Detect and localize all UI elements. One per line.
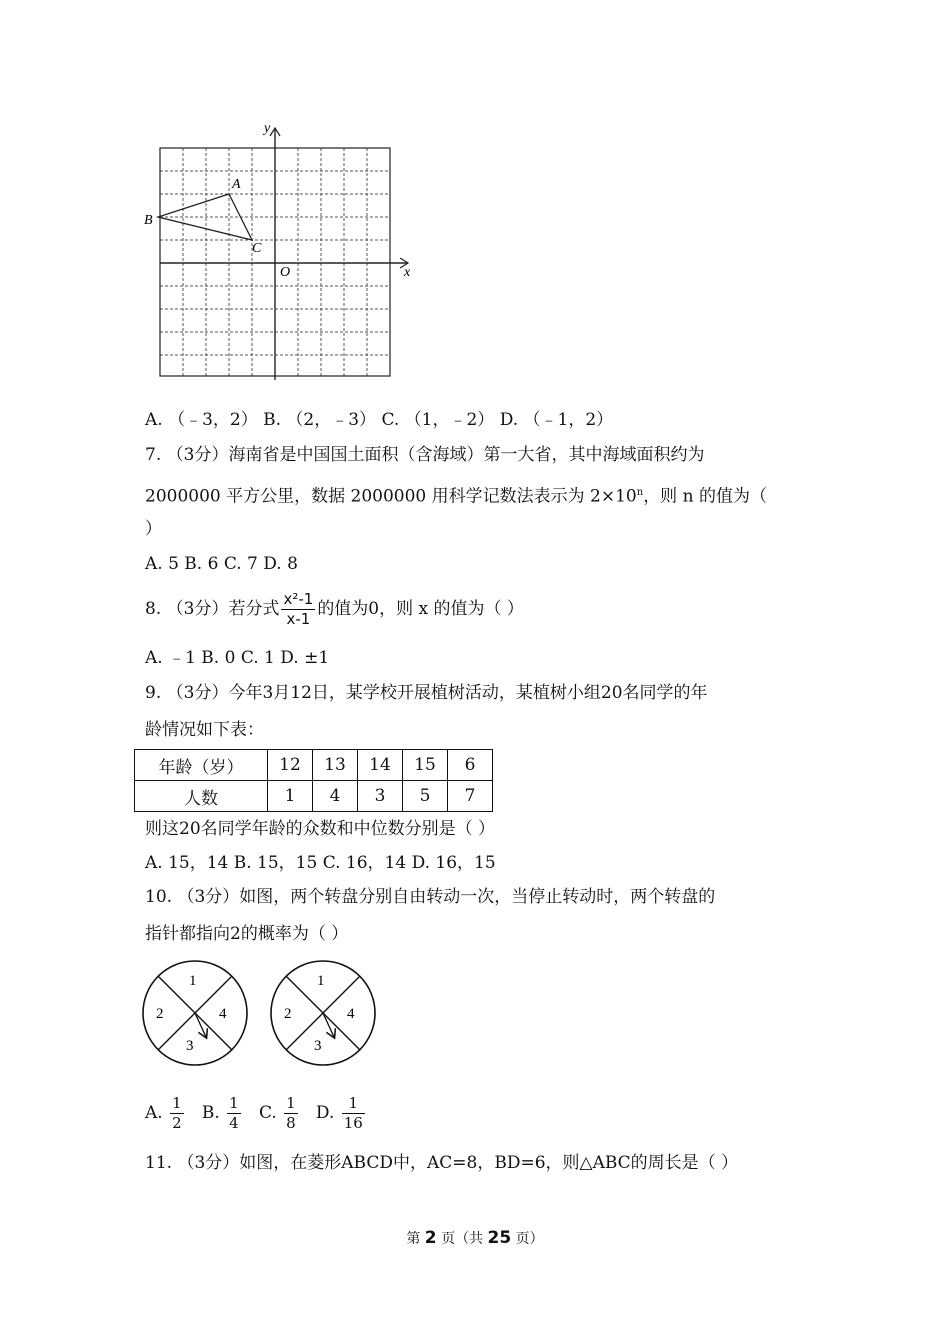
pointer bbox=[195, 1013, 206, 1037]
q9-options: A. 15，14 B. 15，15 C. 16，14 D. 16，15 bbox=[145, 853, 496, 873]
svg-text:1: 1 bbox=[317, 973, 325, 989]
q10-options: A. $\frac{1}{2}$ B. $\frac{1}{4}$ C. $\frac{1}{8}$ D. $\frac{1}{16}$ bbox=[145, 1094, 363, 1132]
svg-text:2: 2 bbox=[156, 1006, 164, 1022]
spinner-right bbox=[271, 961, 375, 1065]
table-cell: 3 bbox=[358, 781, 403, 812]
q6-options: A. （﹣3，2） B. （2，﹣3） C. （1，﹣2） D. （﹣1，2） bbox=[145, 410, 614, 430]
label-b: B bbox=[144, 213, 153, 228]
table-cell: 5 bbox=[403, 781, 448, 812]
q9-line2: 龄情况如下表： bbox=[145, 720, 264, 740]
label-c: C bbox=[252, 241, 262, 256]
label-a: A bbox=[232, 177, 241, 192]
svg-text:2: 2 bbox=[284, 1006, 292, 1022]
table-cell: 年龄（岁） bbox=[135, 750, 268, 781]
label-origin: O bbox=[280, 265, 291, 280]
spinner-dials bbox=[140, 958, 390, 1068]
table-cell: 14 bbox=[358, 750, 403, 781]
svg-text:4: 4 bbox=[347, 1006, 355, 1022]
table-cell: 1 bbox=[268, 781, 313, 812]
q7-line1: 7. （3分）海南省是中国国土面积（含海域）第一大省，其中海域面积约为 bbox=[145, 445, 705, 465]
svg-text:4: 4 bbox=[219, 1006, 227, 1022]
q9-line3: 则这20名同学年龄的众数和中位数分别是（ ） bbox=[145, 819, 496, 839]
table-cell: 人数 bbox=[135, 781, 268, 812]
label-x: x bbox=[404, 265, 411, 280]
table-row bbox=[135, 750, 493, 781]
table-row bbox=[135, 781, 493, 812]
coordinate-grid-figure bbox=[140, 118, 420, 384]
q8-options: A. ﹣1 B. 0 C. 1 D. ±1 bbox=[145, 648, 330, 668]
pointer bbox=[323, 1013, 334, 1037]
q8-stem: 8. （3分）若分式 $\frac{\text{x²-1}}{x-1}$ 的值为0，则 x 的值为（ ） bbox=[145, 590, 524, 628]
table-cell: 4 bbox=[313, 781, 358, 812]
q7-line2: 2000000 平方公里，数据 2000000 用科学记数法表示为 $2\times 10^n$，则 n 的值为（ bbox=[145, 486, 767, 507]
q10-line1: 10. （3分）如图，两个转盘分别自由转动一次，当停止转动时，两个转盘的 bbox=[145, 887, 716, 907]
table-cell: 6 bbox=[448, 750, 493, 781]
q11-line1: 11. （3分）如图，在菱形ABCD中，AC=8，BD=6，则△ABC的周长是（ ） bbox=[145, 1153, 739, 1173]
page-footer: 第 2 页（共 25 页） bbox=[406, 1228, 544, 1248]
svg-text:3: 3 bbox=[314, 1038, 322, 1054]
q10-line2: 指针都指向2的概率为（ ） bbox=[145, 924, 349, 944]
svg-text:1: 1 bbox=[189, 973, 197, 989]
q9-line1: 9. （3分）今年3月12日，某学校开展植树活动，某植树小组20名同学的年 bbox=[145, 683, 708, 703]
table-cell: 15 bbox=[403, 750, 448, 781]
svg-text:3: 3 bbox=[186, 1038, 194, 1054]
table-cell: 7 bbox=[448, 781, 493, 812]
label-y: y bbox=[264, 121, 271, 136]
table-cell: 13 bbox=[313, 750, 358, 781]
q7-options: A. 5 B. 6 C. 7 D. 8 bbox=[145, 554, 298, 574]
q7-line3: ） bbox=[145, 519, 162, 539]
age-table bbox=[134, 749, 493, 812]
q8-fraction: $\frac{\text{x²-1}}{x-1}$ bbox=[283, 590, 314, 628]
spinner-left bbox=[143, 961, 247, 1065]
table-cell: 12 bbox=[268, 750, 313, 781]
